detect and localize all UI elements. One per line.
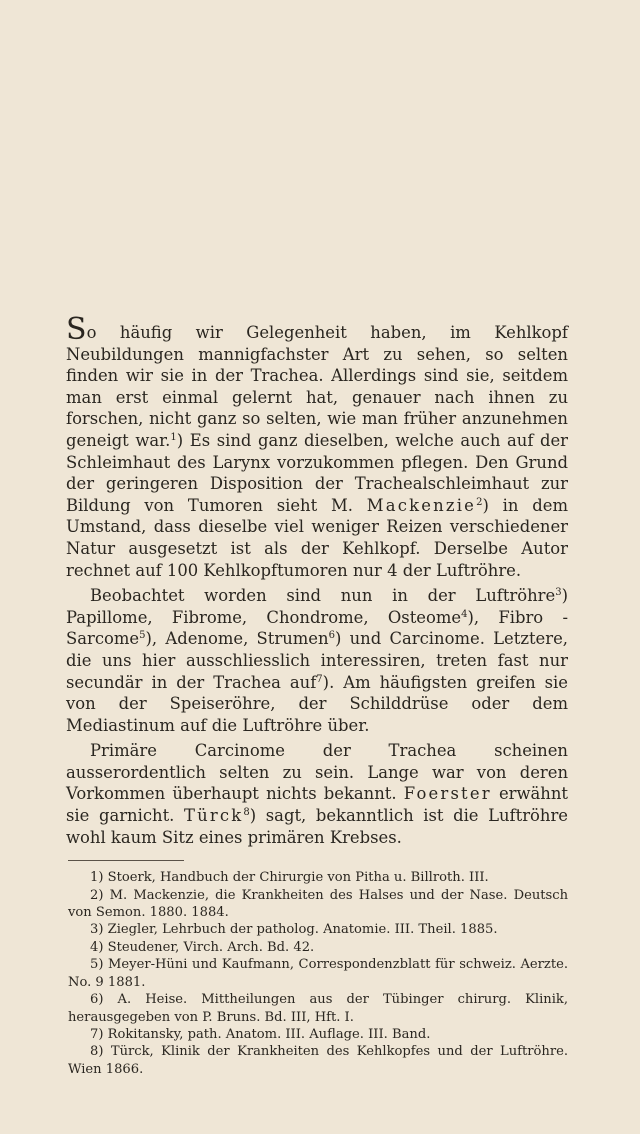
- footnote: 7) Rokitansky, path. Anatom. III. Auflage. III. Band.: [90, 1026, 431, 1042]
- footnote: 4) Steudener, Virch. Arch. Bd. 42.: [90, 939, 315, 955]
- footnote-separator: [68, 860, 184, 861]
- text-run: ) Es sind ganz dieselben, welche auch auf der Schleimhaut des Larynx vorzukommen pflegen. Den Grund der geringeren Disposition der Trachealschleimhaut zur Bildung von Tumoren sieht M.: [66, 430, 569, 515]
- footnote: 2) M. Mackenzie, die Krankheiten des Halses und der Nase. Deutsch von Semon. 1880. 1884.: [68, 887, 568, 921]
- footnote-marker: 1: [170, 431, 177, 443]
- footnote: 6) A. Heise. Mittheilungen aus der Tübinger chirurg. Klinik, herausgegeben von P. Bruns. Bd. III, Hft. I.: [68, 992, 568, 1025]
- text-run: ) in dem Umstand, dass dieselbe viel weniger Reizen verschiedener Natur ausgesetzt ist als der Kehlkopf. Derselbe Autor rechnet auf 100 Kehlkopftumoren nur 4 der Luftröhre.: [66, 495, 568, 580]
- footnote-marker: 2: [476, 496, 483, 508]
- author-name: Türck: [183, 806, 244, 826]
- text-run: ) Papillome, Fibrome, Chondrome, Osteome: [66, 586, 568, 627]
- footnote: 5) Meyer-Hüni und Kaufmann, Correspondenzblatt für schweiz. Aerzte. No. 9 1881.: [68, 957, 568, 990]
- footnote-marker: 6: [328, 630, 335, 642]
- text-run: ). Am häufigsten greifen sie von der Speiseröhre, der Schilddrüse oder dem Mediastinum auf die Luftröhre über.: [66, 672, 568, 735]
- footnote: 3) Ziegler, Lehrbuch der patholog. Anatomie. III. Theil. 1885.: [90, 922, 498, 938]
- text-run: Beobachtet worden sind nun in der Luftröhre: [90, 586, 556, 606]
- text-run: ), Adenome, Strumen: [145, 629, 329, 649]
- footnote-marker: 8: [243, 807, 250, 819]
- paragraph: [66, 312, 569, 581]
- text-run: o häufig wir Gelegenheit haben, im Kehlkopf Neubildungen mannigfachster Art zu sehen, so selten finden wir sie in der Trachea. Allerdings sind sie, seitdem man erst einmal gelernt hat, genauer nach ihnen zu forschen, nicht ganz so selten, wie man früher anzunehmen geneigt war.: [66, 323, 568, 450]
- paragraph: [66, 740, 568, 848]
- footnote: 1) Stoerk, Handbuch der Chirurgie von Pitha u. Billroth. III.: [90, 870, 489, 886]
- text-run: ) sagt, bekanntlich ist die Luftröhre wohl kaum Sitz eines primären Krebses.: [66, 806, 568, 847]
- body-text: [66, 312, 569, 848]
- text-run: Primäre Carcinome der Trachea scheinen ausserordentlich selten zu sein. Lange war von deren Vorkommen überhaupt nichts bekannt.: [66, 741, 568, 804]
- author-name: Mackenzie: [366, 495, 477, 515]
- footnote: 8) Türck, Klinik der Krankheiten des Kehlkopfes und der Luftröhre. Wien 1866.: [68, 1044, 568, 1077]
- footnotes: [68, 869, 568, 1078]
- footnote-marker: 5: [139, 630, 146, 642]
- paragraph: [66, 585, 568, 736]
- text-run: ), Fibro - Sarcome: [66, 607, 568, 649]
- text-run: ) und Carcinome. Letztere, die uns hier ausschliesslich interessiren, treten fast nur secundär in der Trachea auf: [66, 629, 569, 692]
- text-run: erwähnt sie garnicht.: [66, 784, 568, 826]
- footnote-marker: 7: [316, 673, 323, 685]
- footnote-marker: 3: [555, 587, 562, 599]
- drop-cap: S: [66, 312, 87, 347]
- author-name: Foerster: [403, 784, 492, 804]
- footnote-marker: 4: [461, 608, 468, 620]
